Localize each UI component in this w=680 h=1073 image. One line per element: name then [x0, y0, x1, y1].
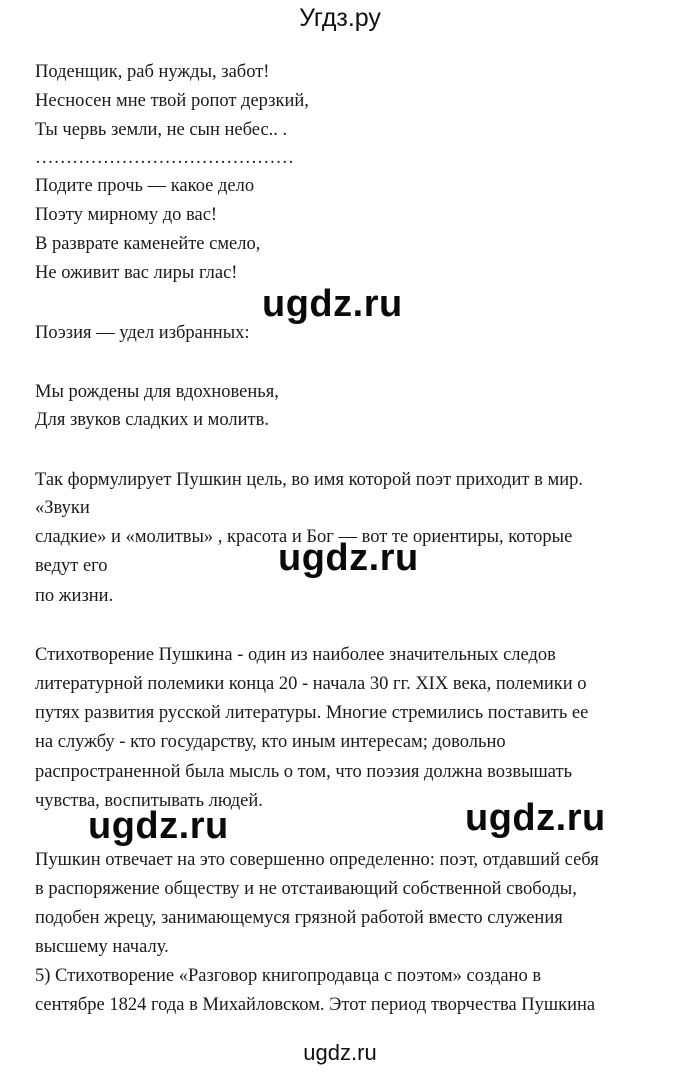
text-line: Пушкин отвечает на это совершенно определенно: поэт, отдавший себя	[35, 850, 599, 870]
text-line: на службу - кто государству, кто иным интересам; довольно	[35, 732, 506, 752]
text-line: в распоряжение обществу и не отстаивающий собственной свободы,	[35, 879, 577, 899]
text-line: подобен жрецу, занимающемуся грязной работой вместо служения	[35, 908, 563, 928]
text-line: Подите прочь — какое дело	[35, 176, 255, 196]
text-line: Поденщик, раб нужды, забот!	[35, 62, 270, 82]
text-line: путях развития русской литературы. Многие стремились поставить ее	[35, 703, 589, 723]
text-line: Так формулирует Пушкин цель, во имя которой поэт приходит в мир.	[35, 470, 583, 490]
watermark: ugdz.ru	[262, 283, 403, 325]
text-line: Не оживит вас лиры глас!	[35, 263, 238, 283]
text-line: Для звуков сладких и молитв.	[35, 410, 269, 430]
text-line: «Звуки	[35, 498, 90, 518]
site-footer: ugdz.ru	[303, 1040, 377, 1065]
text-line: сентябре 1824 года в Михайловском. Этот период творчества Пушкина	[35, 995, 596, 1015]
text-line: ……………………………………	[35, 148, 294, 168]
text-line: Поэзия — удел избранных:	[35, 323, 250, 343]
text-line: высшему началу.	[35, 937, 169, 957]
text-line: распространенной была мысль о том, что поэзия должна возвышать	[35, 762, 573, 782]
site-header: Угдз.ру	[299, 4, 381, 32]
text-line: Несносен мне твой ропот дерзкий,	[35, 91, 309, 111]
text-line: чувства, воспитывать людей.	[35, 791, 263, 811]
watermark: ugdz.ru	[278, 537, 419, 579]
text-line: по жизни.	[35, 586, 114, 606]
text-line: Поэту мирному до вас!	[35, 205, 218, 225]
text-line: литературной полемики конца 20 - начала 30 гг. XIX века, полемики о	[35, 674, 587, 694]
text-line: В разврате каменейте смело,	[35, 234, 261, 254]
text-line: Ты червь земли, не сын небес.. .	[35, 120, 288, 140]
watermark: ugdz.ru	[465, 797, 606, 839]
text-line: Стихотворение Пушкина - один из наиболее значительных следов	[35, 645, 556, 665]
text-line: ведут его	[35, 556, 108, 576]
text-line: сладкие» и «молитвы» , красота и Бог — вот те ориентиры, которые	[35, 527, 573, 547]
text-line: Мы рождены для вдохновенья,	[35, 382, 279, 402]
watermark: ugdz.ru	[88, 805, 229, 847]
text-line: 5) Стихотворение «Разговор книгопродавца с поэтом» создано в	[35, 966, 542, 986]
